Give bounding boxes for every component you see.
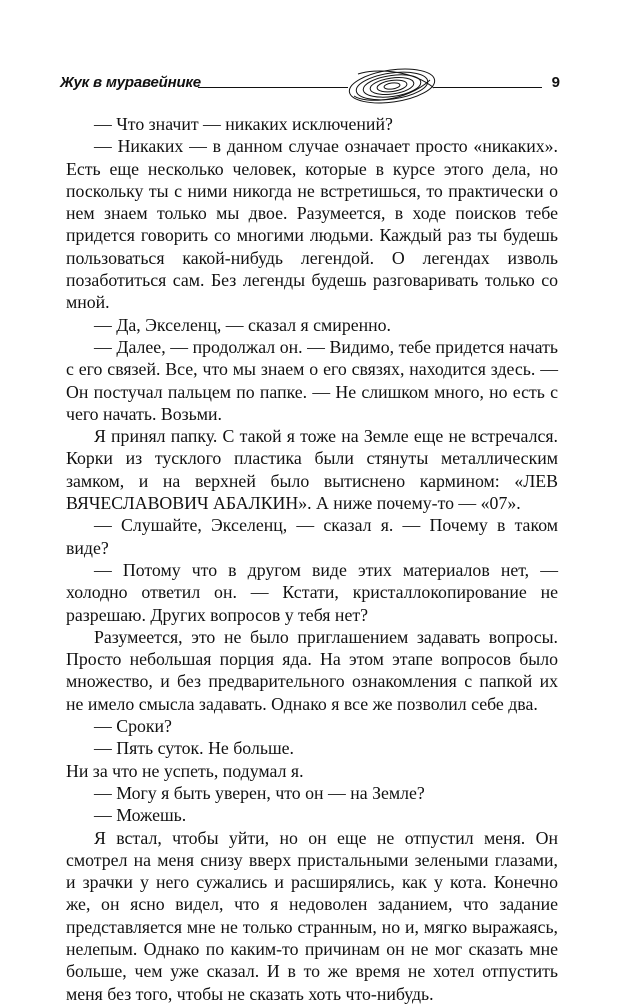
paragraph: — Никаких — в данном случае означает просто «никаких». Есть еще несколько человек, которые в курсе этого дела, но поскольку ты с ними никогда не встретишься, то практически о нем знаем только мы двое. Разумеется, в ходе поисков тебе придется говорить со многими людьми. Каждый раз ты будешь пользоваться какой-нибудь легендой. О легендах изволь позаботиться сам. Без легенды будешь разговаривать только со мной. — [66, 136, 558, 313]
running-header — [60, 72, 560, 102]
header-rule-left — [198, 87, 348, 88]
body-text — [66, 113, 558, 1005]
paragraph: — Пять суток. Не больше. — [94, 738, 294, 759]
book-title: Жук в муравейнике — [60, 74, 201, 91]
paragraph: Ни за что не успеть, подумал я. — [66, 760, 304, 781]
paragraph: — Да, Экселенц, — сказал я смиренно. — [94, 314, 391, 335]
paragraph: Я встал, чтобы уйти, но он еще не отпустил меня. Он смотрел на меня снизу вверх пристальными зелеными глазами, и зрачки у него сужались и расширялись, как у кота. Конечно же, он ясно видел, что я недоволен заданием, что задание представляется мне не только странным, но и, мягко выражаясь, нелепым. Однако по каким-то причинам он не мог сказать мне больше, чем уже сказал. И в то же время не хотел отпустить меня без того, чтобы не сказать хоть что-нибудь. — [66, 827, 558, 1004]
paragraph: — Потому что в другом виде этих материалов нет, — холодно ответил он. — Кстати, кристаллокопирование не разрешаю. Других вопросов у тебя нет? — [66, 559, 558, 625]
page-number: 9 — [551, 74, 560, 91]
paragraph: Я принял папку. С такой я тоже на Земле еще не встречался. Корки из тусклого пластика были стянуты металлическим замком, и на верхней было вытиснено кармином: «ЛЕВ ВЯЧЕСЛАВОВИЧ АБАЛКИН». А ниже почему-то — «07». — [66, 426, 558, 514]
paragraph: — Сроки? — [94, 716, 172, 737]
paragraph: — Далее, — продолжал он. — Видимо, тебе придется начать с его связей. Все, что мы знаем о его связях, находится здесь. — Он постучал пальцем по папке. — Не слишком много, но есть с чего начать. Возьми. — [66, 336, 558, 424]
header-rule-right — [434, 87, 542, 88]
paragraph: — Можешь. — [94, 805, 187, 826]
paragraph: — Что значит — никаких исключений? — [94, 114, 393, 134]
paragraph: — Слушайте, Экселенц, — сказал я. — Почему в таком виде? — [66, 515, 558, 558]
paragraph: Разумеется, это не было приглашением задавать вопросы. Просто небольшая порция яда. На этом этапе вопросов было множество, и без предварительного ознакомления с папкой их не имело смысла задавать. Однако я все же позволил себе два. — [66, 626, 558, 714]
swirl-ornament-icon — [346, 66, 438, 106]
paragraph: — Могу я быть уверен, что он — на Земле? — [94, 782, 425, 803]
